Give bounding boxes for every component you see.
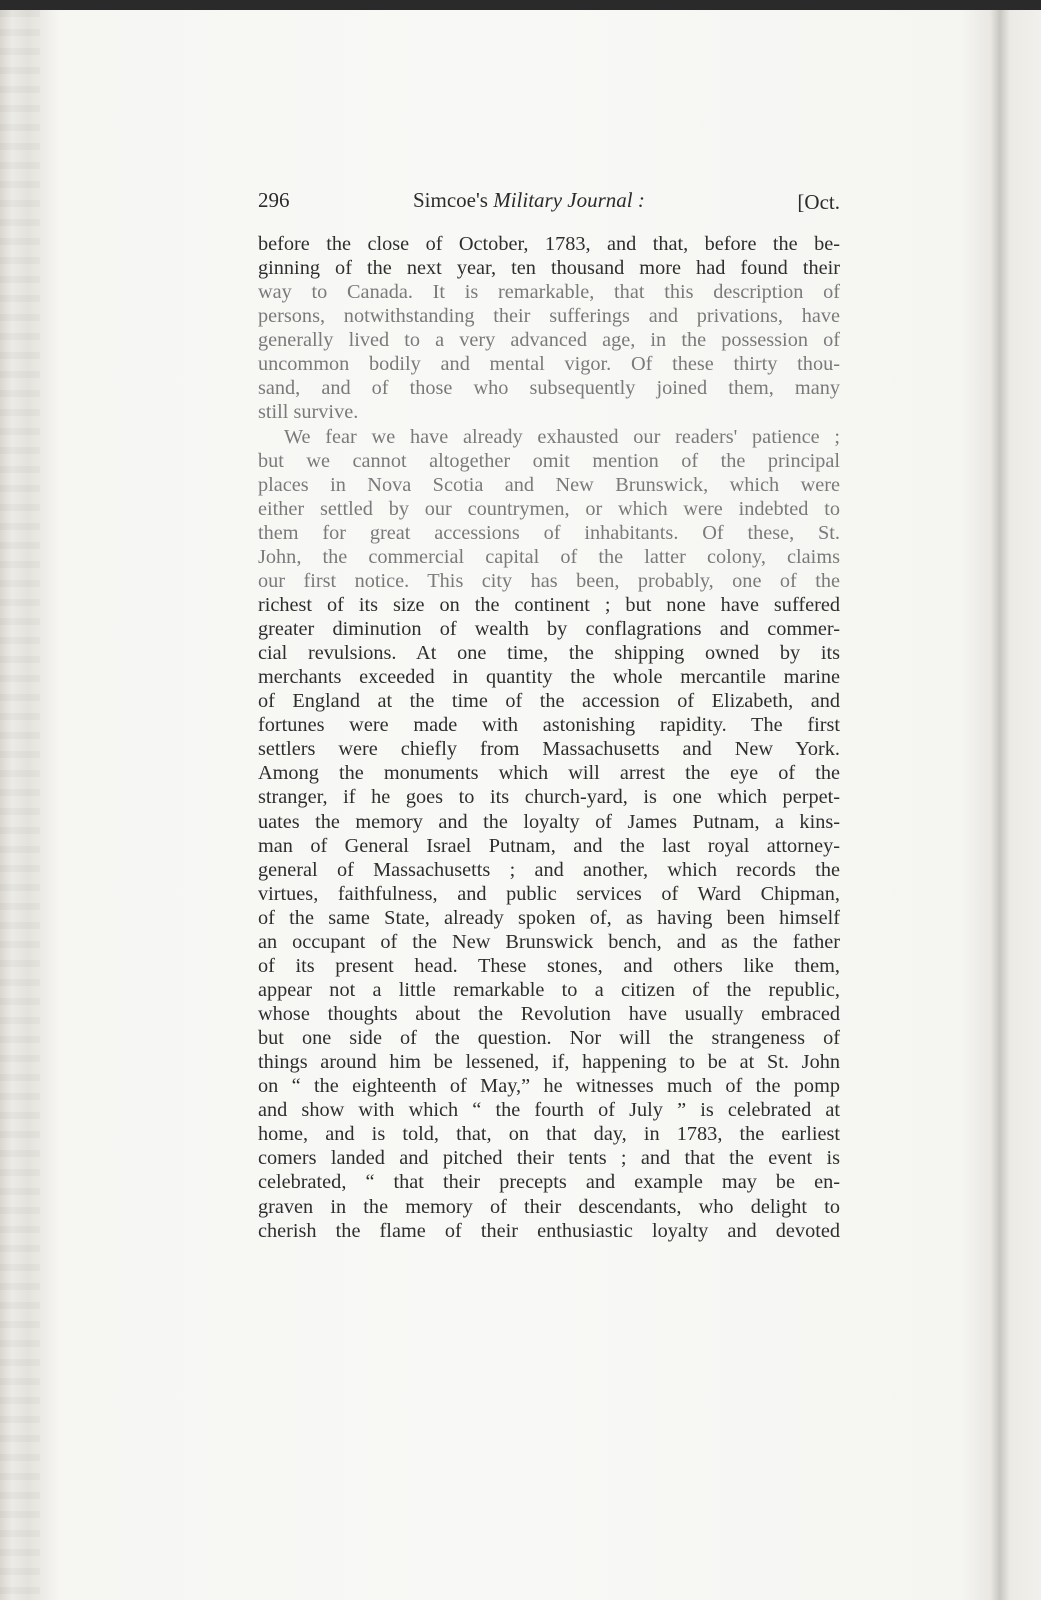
text-line: merchants exceeded in quantity the whole mercantile marine (258, 666, 840, 689)
page-binding-edge (0, 10, 40, 1600)
text-line: of England at the time of the accession of Elizabeth, and (258, 690, 840, 713)
text-line: way to Canada. It is remarkable, that this description of (258, 281, 840, 304)
text-line: appear not a little remarkable to a citizen of the republic, (258, 978, 840, 1001)
running-header (258, 188, 840, 218)
text-line: either settled by our countrymen, or which were indebted to (258, 497, 840, 520)
text-line: graven in the memory of their descendants, who delight to (258, 1195, 840, 1218)
text-line: of the same State, already spoken of, as having been himself (258, 906, 840, 929)
text-line: We fear we have already exhausted our readers' patience ; (284, 425, 840, 448)
running-title-italic: Military Journal : (493, 188, 645, 212)
page-body-text (258, 232, 840, 1243)
text-line: still survive. (258, 401, 359, 424)
text-line: uates the memory and the loyalty of James Putnam, a kins- (258, 810, 840, 833)
text-line: virtues, faithfulness, and public services of Ward Chipman, (258, 882, 840, 905)
text-line: John, the commercial capital of the latter colony, claims (258, 545, 840, 568)
text-line: things around him be lessened, if, happening to be at St. John (258, 1051, 840, 1074)
text-line: celebrated, “ that their precepts and example may be en- (258, 1171, 840, 1194)
text-line: before the close of October, 1783, and that, before the be- (258, 233, 840, 255)
running-title (413, 188, 645, 213)
text-line: man of General Israel Putnam, and the last royal attorney- (258, 834, 840, 857)
text-line: them for great accessions of inhabitants. Of these, St. (258, 521, 840, 544)
text-line: an occupant of the New Brunswick bench, and as the father (258, 930, 840, 953)
text-line: places in Nova Scotia and New Brunswick, which were (258, 473, 840, 496)
text-line: generally lived to a very advanced age, in the possession of (258, 329, 840, 352)
text-line: of its present head. These stones, and others like them, (258, 954, 840, 977)
text-line: but we cannot altogether omit mention of the principal (258, 449, 840, 472)
text-line: stranger, if he goes to its church-yard, is one which perpet- (258, 786, 840, 809)
text-line: Among the monuments which will arrest the eye of the (258, 762, 840, 785)
text-line: richest of its size on the continent ; but none have suffered (258, 593, 840, 616)
page-number: 296 (258, 188, 290, 212)
text-line: cherish the flame of their enthusiastic loyalty and devoted (258, 1219, 840, 1242)
text-line: general of Massachusetts ; and another, which records the (258, 858, 840, 881)
text-line: settlers were chiefly from Massachusetts and New York. (258, 738, 840, 761)
text-line: cial revulsions. At one time, the shipping owned by its (258, 642, 840, 665)
text-line: on “ the eighteenth of May,” he witnesses much of the pomp (258, 1075, 840, 1098)
text-line: ginning of the next year, ten thousand more had found their (258, 257, 840, 280)
text-line: persons, notwithstanding their sufferings and privations, have (258, 305, 840, 328)
text-line: and show with which “ the fourth of July ” is celebrated at (258, 1099, 840, 1122)
text-line: our first notice. This city has been, probably, one of the (258, 569, 840, 592)
running-title-plain: Simcoe's (413, 188, 494, 212)
text-line: greater diminution of wealth by conflagrations and commer- (258, 618, 840, 640)
running-month: [Oct. (797, 190, 840, 214)
text-line: uncommon bodily and mental vigor. Of these thirty thou- (258, 353, 840, 376)
text-line: but one side of the question. Nor will the strangeness of (258, 1027, 840, 1050)
text-line: whose thoughts about the Revolution have usually embraced (258, 1003, 840, 1025)
text-line: home, and is told, that, on that day, in 1783, the earliest (258, 1123, 840, 1146)
text-line: sand, and of those who subsequently joined them, many (258, 377, 840, 400)
text-line: fortunes were made with astonishing rapidity. The first (258, 714, 840, 737)
text-line: comers landed and pitched their tents ; and that the event is (258, 1147, 840, 1170)
